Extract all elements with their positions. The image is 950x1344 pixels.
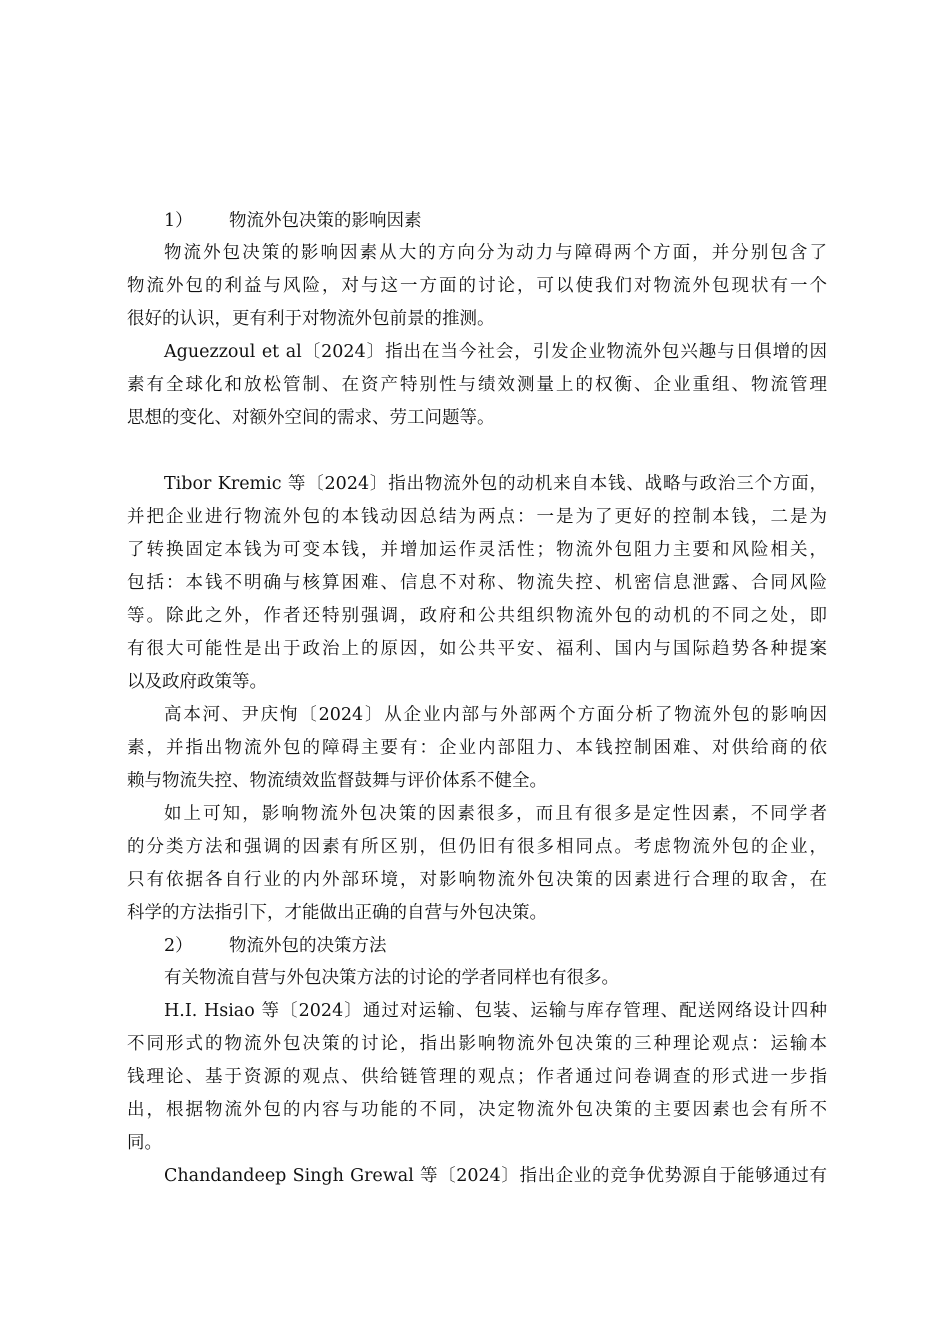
text-line: 物流外包的利益与风险，对与这一方面的讨论，可以使我们对物流外包现状有一个 xyxy=(127,276,827,296)
document-body xyxy=(127,205,827,1193)
paragraph-7 xyxy=(127,995,827,1160)
text-line: Aguezzoul et al〔2024〕指出在当今社会，引发企业物流外包兴趣与日俱增的因 xyxy=(164,342,827,362)
section-number: 2） xyxy=(164,936,193,956)
text-line: 有关物流自营与外包决策方法的讨论的学者同样也有很多。 xyxy=(164,968,619,988)
text-line: 科学的方法指引下，才能做出正确的自营与外包决策。 xyxy=(127,903,547,923)
text-line: 素有全球化和放松管制、在资产特别性与绩效测量上的权衡、企业重组、物流管理 xyxy=(127,375,827,395)
paragraph-4 xyxy=(127,699,827,798)
text-line: 的分类方法和强调的因素有所区别，但仍旧有很多相同点。考虑物流外包的企业， xyxy=(127,837,827,857)
paragraph-1 xyxy=(127,237,827,336)
section-title: 物流外包决策的影响因素 xyxy=(229,211,422,231)
section-number: 1） xyxy=(164,211,193,231)
text-line: 素，并指出物流外包的障碍主要有：企业内部阻力、本钱控制困难、对供给商的依 xyxy=(127,738,827,758)
section-heading-1 xyxy=(127,205,827,237)
text-line: Tibor Kremic 等〔2024〕指出物流外包的动机来自本钱、战略与政治三个方面， xyxy=(164,474,827,494)
text-line: 高本河、尹庆恂〔2024〕从企业内部与外部两个方面分析了物流外包的影响因 xyxy=(164,705,827,725)
paragraph-6 xyxy=(127,962,827,995)
text-line: Chandandeep Singh Grewal 等〔2024〕指出企业的竞争优势源自于能够通过有 xyxy=(164,1166,827,1186)
text-line: 并把企业进行物流外包的本钱动因总结为两点：一是为了更好的控制本钱，二是为 xyxy=(127,507,827,527)
section-heading-2 xyxy=(127,930,827,962)
section-title: 物流外包的决策方法 xyxy=(229,936,387,956)
text-line: H.I. Hsiao 等〔2024〕通过对运输、包装、运输与库存管理、配送网络设计四种 xyxy=(164,1001,827,1021)
text-line: 出，根据物流外包的内容与功能的不同，决定物流外包决策的主要因素也会有所不 xyxy=(127,1100,827,1120)
text-line: 了转换固定本钱为可变本钱，并增加运作灵活性；物流外包阻力主要和风险相关， xyxy=(127,540,827,560)
blank-line xyxy=(127,435,827,468)
text-line: 有很大可能性是出于政治上的原因，如公共平安、福利、国内与国际趋势各种提案 xyxy=(127,639,827,659)
text-line: 包括：本钱不明确与核算困难、信息不对称、物流失控、机密信息泄露、合同风险 xyxy=(127,573,827,593)
paragraph-2 xyxy=(127,336,827,435)
text-line: 以及政府政策等。 xyxy=(127,672,267,692)
text-line: 物流外包决策的影响因素从大的方向分为动力与障碍两个方面，并分别包含了 xyxy=(164,243,827,263)
text-line: 只有依据各自行业的内外部环境，对影响物流外包决策的因素进行合理的取舍，在 xyxy=(127,870,827,890)
text-line: 赖与物流失控、物流绩效监督鼓舞与评价体系不健全。 xyxy=(127,771,547,791)
paragraph-8 xyxy=(127,1160,827,1193)
paragraph-3 xyxy=(127,468,827,699)
text-line: 等。除此之外，作者还特别强调，政府和公共组织物流外包的动机的不同之处，即 xyxy=(127,606,827,626)
text-line: 如上可知，影响物流外包决策的因素很多，而且有很多是定性因素，不同学者 xyxy=(164,804,827,824)
text-line: 很好的认识，更有利于对物流外包前景的推测。 xyxy=(127,309,495,329)
text-line: 不同形式的物流外包决策的讨论，指出影响物流外包决策的三种理论观点：运输本 xyxy=(127,1034,827,1054)
text-line: 思想的变化、对额外空间的需求、劳工问题等。 xyxy=(127,408,495,428)
paragraph-5 xyxy=(127,798,827,930)
text-line: 钱理论、基于资源的观点、供给链管理的观点；作者通过问卷调查的形式进一步指 xyxy=(127,1067,827,1087)
text-line: 同。 xyxy=(127,1133,162,1153)
